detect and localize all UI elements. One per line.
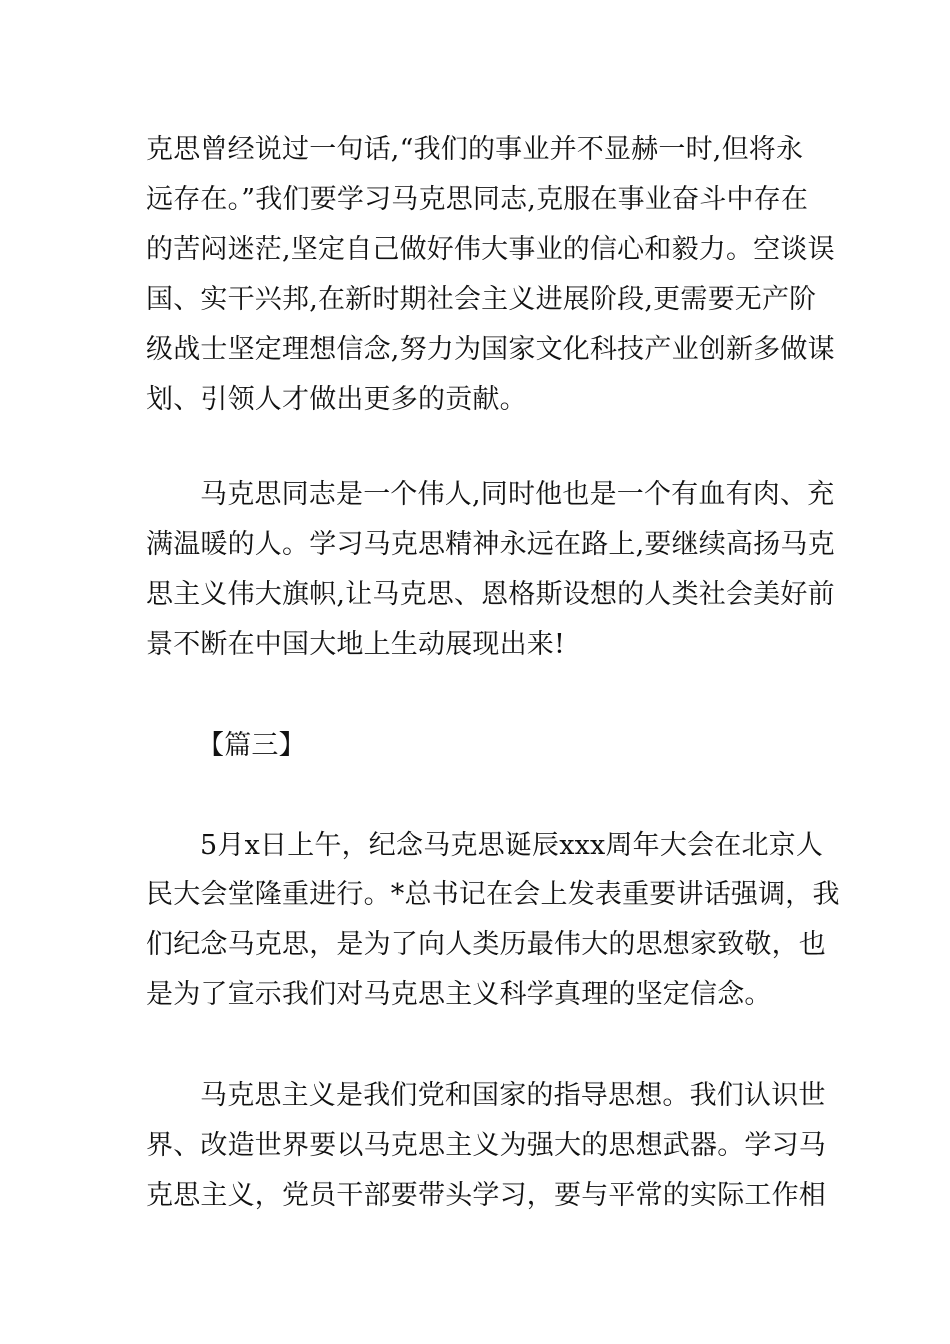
paragraph-1-line-5: 级战士坚定理想信念,努力为国家文化科技产业创新多做谋 bbox=[146, 334, 835, 365]
paragraph-2-line-3: 思主义伟大旗帜,让马克思、恩格斯设想的人类社会美好前 bbox=[146, 579, 835, 610]
paragraph-1-line-3: 的苦闷迷茫,坚定自己做好伟大事业的信心和毅力。空谈误 bbox=[146, 234, 835, 265]
paragraph-2-line-2: 满温暖的人。学习马克思精神永远在路上,要继续高扬马克 bbox=[146, 529, 835, 560]
paragraph-2-line-1: 马克思同志是一个伟人,同时他也是一个有血有肉、充 bbox=[200, 479, 835, 510]
paragraph-1-line-2: 远存在。”我们要学习马克思同志,克服在事业奋斗中存在 bbox=[146, 184, 809, 215]
paragraph-4-line-1: 马克思主义是我们党和国家的指导思想。我们认识世 bbox=[200, 1080, 826, 1111]
paragraph-1-line-4: 国、实干兴邦,在新时期社会主义进展阶段,更需要无产阶 bbox=[146, 284, 817, 315]
paragraph-4-line-2: 界、改造世界要以马克思主义为强大的思想武器。学习马 bbox=[146, 1130, 826, 1161]
paragraph-1-line-6: 划、引领人才做出更多的贡献。 bbox=[146, 384, 527, 415]
section-heading: 【篇三】 bbox=[197, 730, 306, 761]
paragraph-1-line-1: 克思曾经说过一句话,“我们的事业并不显赫一时,但将永 bbox=[146, 134, 804, 165]
paragraph-3-line-2: 民大会堂隆重进行。*总书记在会上发表重要讲话强调，我 bbox=[146, 879, 840, 910]
paragraph-4-line-3: 克思主义，党员干部要带头学习，要与平常的实际工作相 bbox=[146, 1180, 826, 1211]
paragraph-3-line-3: 们纪念马克思，是为了向人类历最伟大的思想家致敬，也 bbox=[146, 929, 826, 960]
paragraph-3-line-1: 5月x日上午，纪念马克思诞辰xxx周年大会在北京人 bbox=[200, 830, 824, 861]
paragraph-3-line-4: 是为了宣示我们对马克思主义科学真理的坚定信念。 bbox=[146, 979, 772, 1010]
paragraph-2-line-4: 景不断在中国大地上生动展现出来! bbox=[146, 629, 566, 660]
